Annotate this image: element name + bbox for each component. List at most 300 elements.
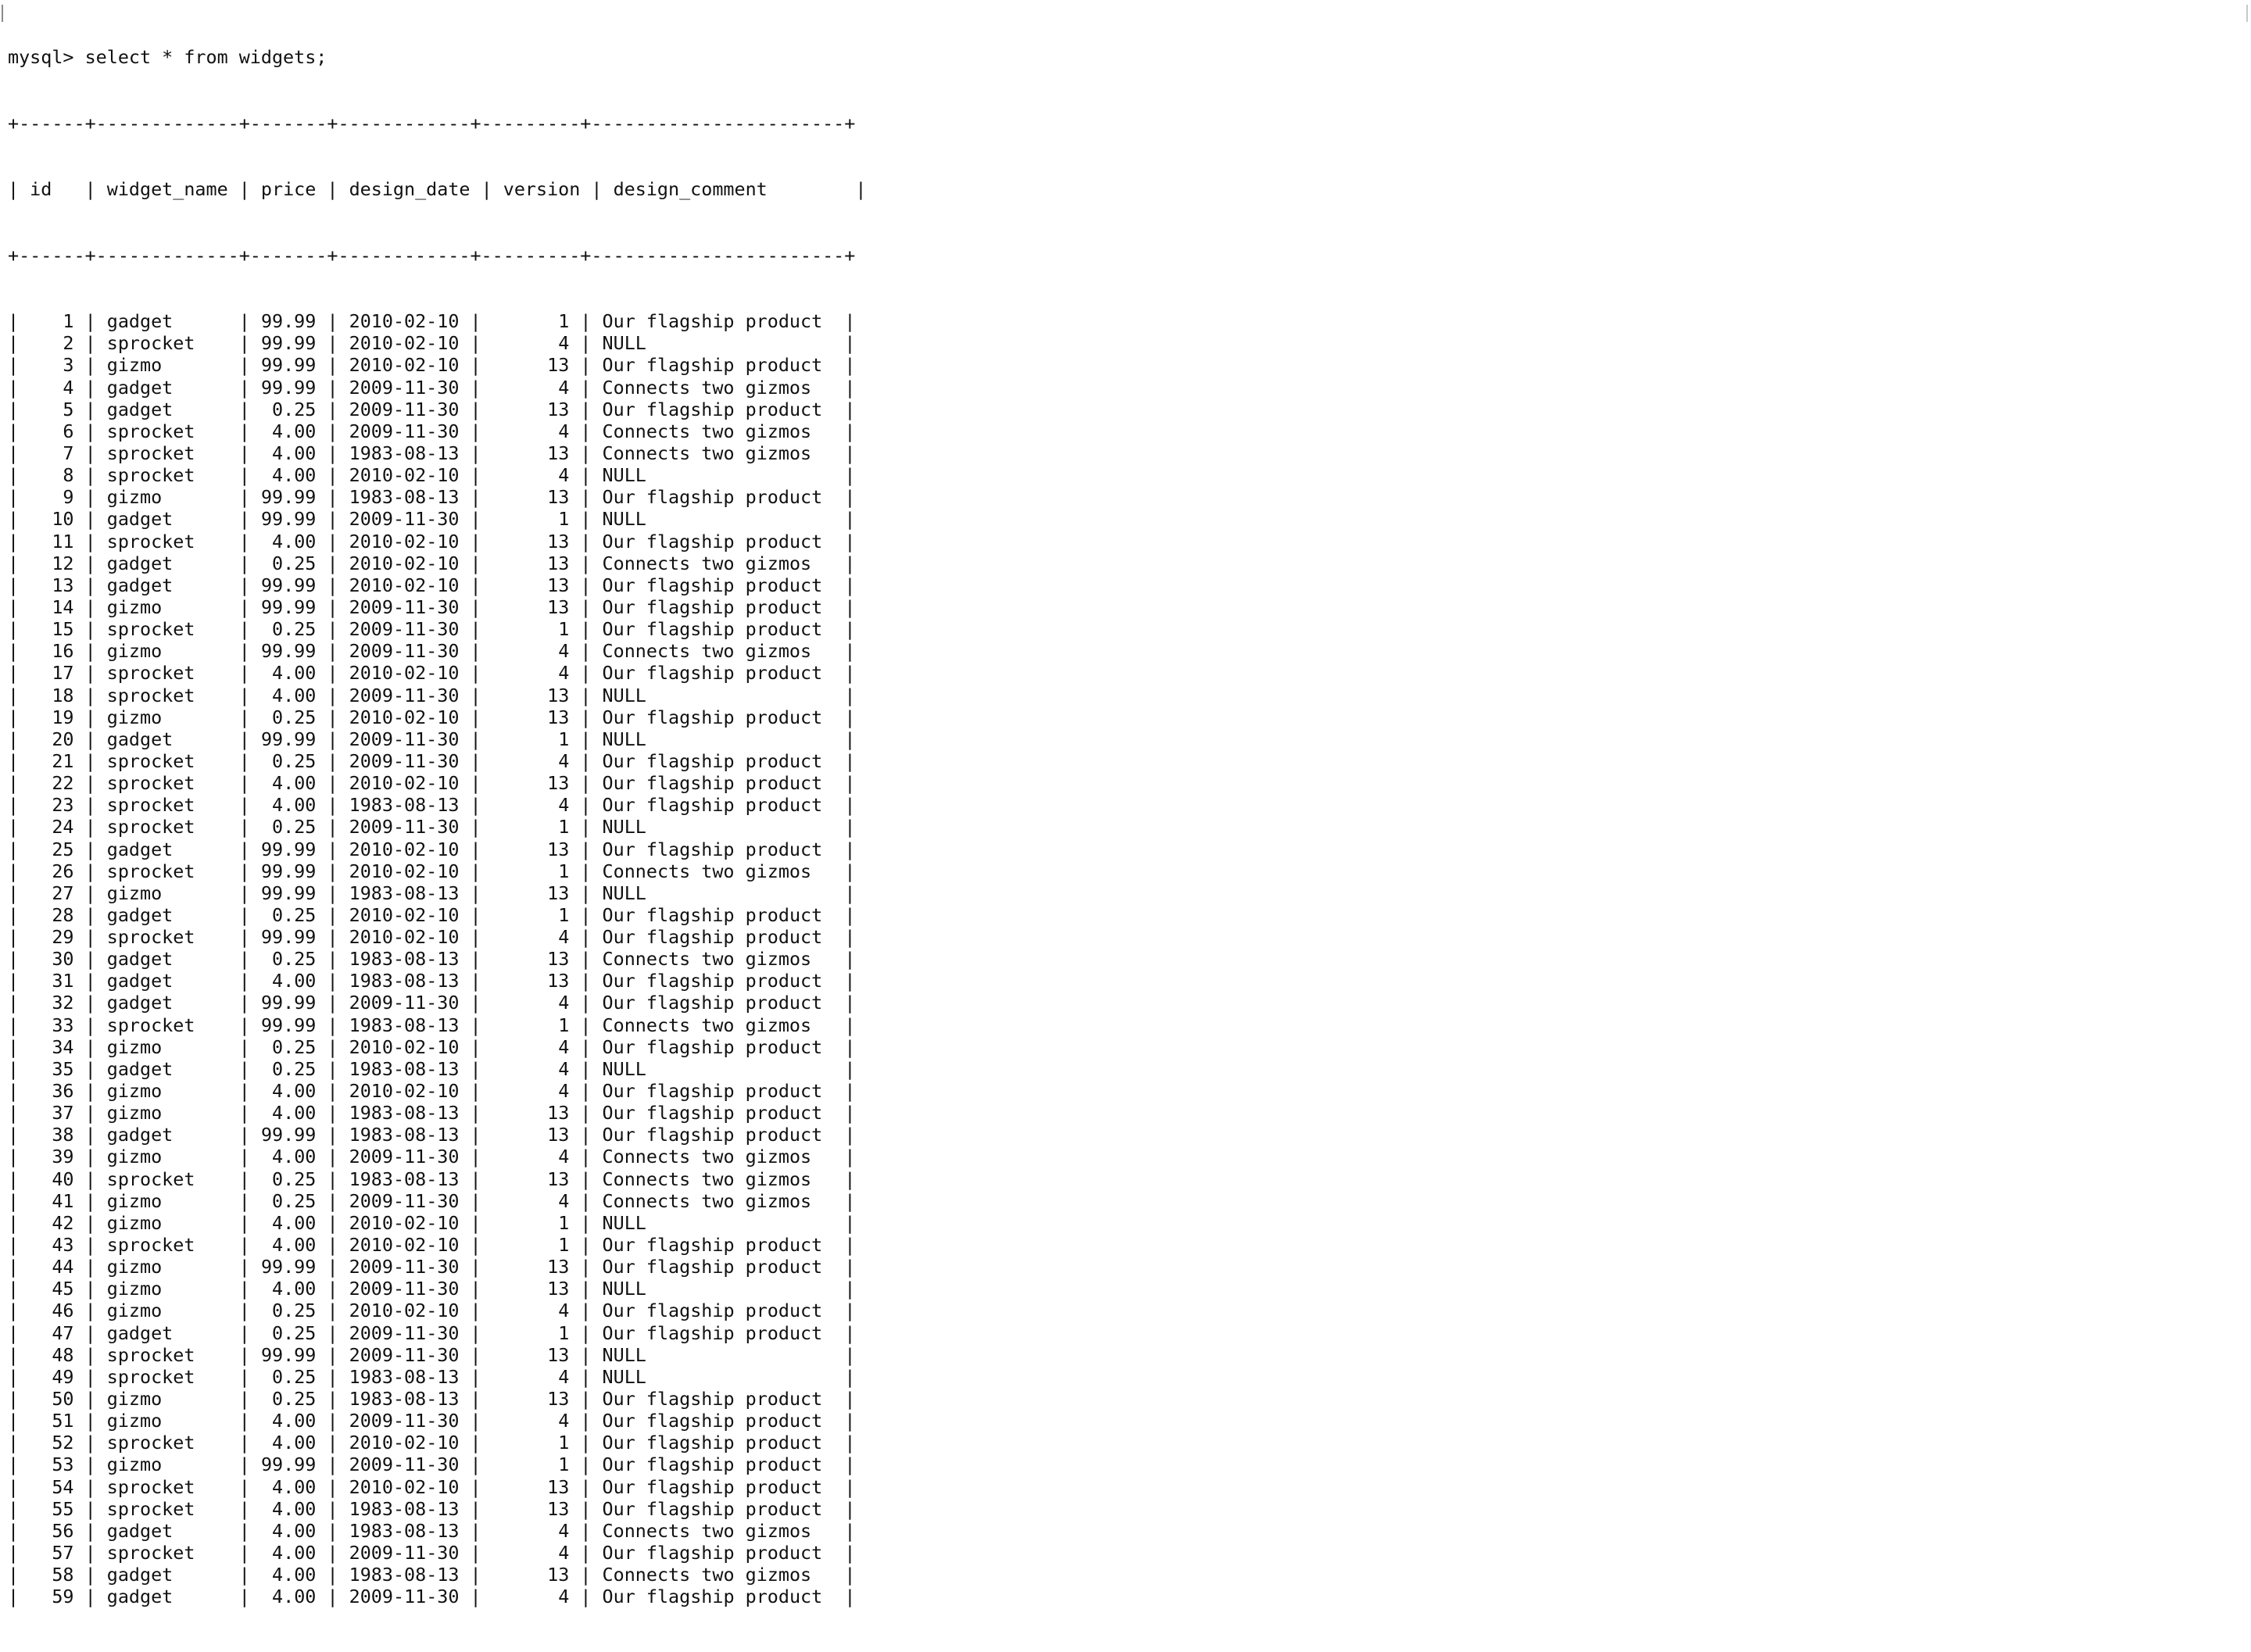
cell-design-comment: Our flagship product xyxy=(602,530,823,552)
cell-design-date: 2009-11-30 xyxy=(349,749,460,772)
cell-design-date: 2009-11-30 xyxy=(349,508,460,531)
cell-design-comment: NULL xyxy=(602,332,646,355)
table-row: | 46 | gizmo | 0.25 | 2010-02-10 | 4 | Our flagship product | xyxy=(8,1300,856,1322)
cell-design-date: 2010-02-10 xyxy=(349,354,460,377)
cell-id: 47 xyxy=(52,1321,74,1344)
cell-id: 16 xyxy=(52,640,74,663)
cell-id: 56 xyxy=(52,1519,74,1542)
table-row: | 33 | sprocket | 99.99 | 1983-08-13 | 1 | Connects two gizmos | xyxy=(8,1014,856,1036)
cell-version: 13 xyxy=(547,706,570,728)
cell-widget-name: sprocket xyxy=(106,332,195,355)
cell-widget-name: gadget xyxy=(106,398,174,420)
cell-design-comment: Our flagship product xyxy=(602,1300,823,1322)
cell-widget-name: gadget xyxy=(106,903,174,926)
cell-id: 57 xyxy=(52,1542,74,1564)
cell-widget-name: gizmo xyxy=(106,1102,163,1125)
table-border-top: +------+-------------+-------+------------+---------+-----------------------+ xyxy=(8,112,856,134)
cell-id: 55 xyxy=(52,1497,74,1520)
cell-widget-name: sprocket xyxy=(106,816,195,839)
cell-id: 23 xyxy=(52,794,74,817)
cell-design-date: 2010-02-10 xyxy=(349,464,460,487)
cell-price: 0.25 xyxy=(272,398,317,420)
cell-id: 1 xyxy=(63,310,74,333)
cell-version: 13 xyxy=(547,398,570,420)
cell-price: 0.25 xyxy=(272,749,317,772)
table-row: | 48 | sprocket | 99.99 | 2009-11-30 | 13 | NULL | xyxy=(8,1343,856,1366)
cell-version: 4 xyxy=(558,1080,570,1103)
cell-price: 0.25 xyxy=(272,1365,317,1388)
cell-design-date: 2010-02-10 xyxy=(349,926,460,949)
cell-widget-name: gizmo xyxy=(106,354,163,377)
table-row: | 19 | gizmo | 0.25 | 2010-02-10 | 13 | Our flagship product | xyxy=(8,706,856,728)
cell-version: 13 xyxy=(547,1475,570,1498)
table-row: | 39 | gizmo | 4.00 | 2009-11-30 | 4 | Connects two gizmos | xyxy=(8,1146,856,1168)
column-header: design_date xyxy=(349,178,471,201)
cell-id: 35 xyxy=(52,1057,74,1080)
table-row: | 13 | gadget | 99.99 | 2010-02-10 | 13 | Our flagship product | xyxy=(8,574,856,596)
table-row: | 44 | gizmo | 99.99 | 2009-11-30 | 13 | Our flagship product | xyxy=(8,1256,856,1278)
cell-version: 4 xyxy=(558,1365,570,1388)
cell-version: 4 xyxy=(558,376,570,399)
cell-id: 12 xyxy=(52,552,74,574)
cell-id: 3 xyxy=(63,354,74,377)
cell-price: 4.00 xyxy=(272,684,317,706)
cell-design-date: 2010-02-10 xyxy=(349,1211,460,1234)
cell-widget-name: sprocket xyxy=(106,1167,195,1190)
cell-widget-name: gizmo xyxy=(106,1454,163,1476)
cell-id: 10 xyxy=(52,508,74,531)
cell-widget-name: gizmo xyxy=(106,1080,163,1103)
cell-widget-name: sprocket xyxy=(106,464,195,487)
cell-design-date: 1983-08-13 xyxy=(349,1564,460,1586)
table-row: | 16 | gizmo | 99.99 | 2009-11-30 | 4 | Connects two gizmos | xyxy=(8,640,856,663)
cell-widget-name: gizmo xyxy=(106,1256,163,1278)
cell-id: 46 xyxy=(52,1300,74,1322)
cell-design-date: 2010-02-10 xyxy=(349,310,460,333)
cell-id: 27 xyxy=(52,881,74,904)
cell-design-date: 2009-11-30 xyxy=(349,618,460,641)
cell-version: 1 xyxy=(558,1014,570,1036)
cell-price: 4.00 xyxy=(272,1542,317,1564)
cell-design-comment: Connects two gizmos xyxy=(602,420,812,442)
table-row: | 26 | sprocket | 99.99 | 2010-02-10 | 1 | Connects two gizmos | xyxy=(8,860,856,882)
cell-version: 4 xyxy=(558,1300,570,1322)
cell-design-date: 2009-11-30 xyxy=(349,1189,460,1212)
cell-version: 1 xyxy=(558,618,570,641)
cell-id: 54 xyxy=(52,1475,74,1498)
cell-price: 4.00 xyxy=(272,794,317,817)
cell-design-date: 2010-02-10 xyxy=(349,1300,460,1322)
cell-design-date: 1983-08-13 xyxy=(349,1057,460,1080)
cell-version: 4 xyxy=(558,1410,570,1432)
table-row: | 45 | gizmo | 4.00 | 2009-11-30 | 13 | NULL | xyxy=(8,1278,856,1300)
cell-design-comment: NULL xyxy=(602,881,646,904)
cell-design-comment: Our flagship product xyxy=(602,706,823,728)
table-row: | 20 | gadget | 99.99 | 2009-11-30 | 1 | NULL | xyxy=(8,728,856,750)
cell-design-date: 2009-11-30 xyxy=(349,640,460,663)
cell-price: 0.25 xyxy=(272,1189,317,1212)
column-header: id xyxy=(30,178,52,201)
cell-version: 13 xyxy=(547,530,570,552)
cell-id: 51 xyxy=(52,1410,74,1432)
cell-design-comment: Connects two gizmos xyxy=(602,1146,812,1168)
cell-price: 0.25 xyxy=(272,816,317,839)
cell-design-comment: Our flagship product xyxy=(602,398,823,420)
cell-version: 13 xyxy=(547,1343,570,1366)
cell-widget-name: sprocket xyxy=(106,1497,195,1520)
command-prompt[interactable]: mysql> select * from widgets; xyxy=(8,46,327,69)
cell-version: 13 xyxy=(547,772,570,795)
table-row: | 17 | sprocket | 4.00 | 2010-02-10 | 4 | Our flagship product | xyxy=(8,662,856,685)
cell-price: 0.25 xyxy=(272,1057,317,1080)
cell-version: 1 xyxy=(558,1234,570,1257)
table-row: | 9 | gizmo | 99.99 | 1983-08-13 | 13 | Our flagship product | xyxy=(8,486,856,509)
cell-design-comment: NULL xyxy=(602,508,646,531)
cell-design-date: 2009-11-30 xyxy=(349,728,460,750)
cell-design-comment: Connects two gizmos xyxy=(602,1189,812,1212)
table-row: | 29 | sprocket | 99.99 | 2010-02-10 | 4 | Our flagship product | xyxy=(8,926,856,949)
cell-design-comment: Our flagship product xyxy=(602,1586,823,1608)
cell-design-comment: Our flagship product xyxy=(602,595,823,618)
cell-design-date: 2010-02-10 xyxy=(349,1080,460,1103)
table-row: | 58 | gadget | 4.00 | 1983-08-13 | 13 | Connects two gizmos | xyxy=(8,1564,856,1586)
cell-design-date: 1983-08-13 xyxy=(349,1519,460,1542)
cell-price: 99.99 xyxy=(260,640,317,663)
cell-id: 22 xyxy=(52,772,74,795)
cell-widget-name: sprocket xyxy=(106,1432,195,1454)
cell-price: 4.00 xyxy=(272,1519,317,1542)
table-row: | 54 | sprocket | 4.00 | 2010-02-10 | 13 | Our flagship product | xyxy=(8,1475,856,1498)
cell-design-comment: Our flagship product xyxy=(602,1542,823,1564)
cell-id: 37 xyxy=(52,1102,74,1125)
cell-price: 99.99 xyxy=(260,728,317,750)
cell-widget-name: sprocket xyxy=(106,530,195,552)
cell-version: 4 xyxy=(558,332,570,355)
cell-price: 0.25 xyxy=(272,1167,317,1190)
table-border-middle: +------+-------------+-------+------------+---------+-----------------------+ xyxy=(8,244,856,266)
table-row: | 49 | sprocket | 0.25 | 1983-08-13 | 4 | NULL | xyxy=(8,1365,856,1388)
cell-design-comment: Our flagship product xyxy=(602,1124,823,1146)
cell-version: 13 xyxy=(547,1497,570,1520)
cell-widget-name: sprocket xyxy=(106,926,195,949)
cell-id: 4 xyxy=(63,376,74,399)
cell-widget-name: gadget xyxy=(106,1519,174,1542)
cell-design-date: 2009-11-30 xyxy=(349,1278,460,1300)
cell-design-comment: Our flagship product xyxy=(602,574,823,596)
cell-id: 6 xyxy=(63,420,74,442)
cell-design-date: 1983-08-13 xyxy=(349,1365,460,1388)
cell-version: 13 xyxy=(547,595,570,618)
cell-design-date: 2010-02-10 xyxy=(349,530,460,552)
table-row: | 32 | gadget | 99.99 | 2009-11-30 | 4 | Our flagship product | xyxy=(8,992,856,1014)
cell-version: 13 xyxy=(547,1564,570,1586)
table-body xyxy=(8,310,866,1607)
cell-id: 28 xyxy=(52,903,74,926)
table-row: | 12 | gadget | 0.25 | 2010-02-10 | 13 | Connects two gizmos | xyxy=(8,552,856,574)
cell-id: 9 xyxy=(63,486,74,509)
cell-price: 99.99 xyxy=(260,838,317,860)
column-header: widget_name xyxy=(106,178,228,201)
cell-version: 4 xyxy=(558,926,570,949)
cell-design-date: 2010-02-10 xyxy=(349,662,460,685)
cell-widget-name: sprocket xyxy=(106,1014,195,1036)
cell-version: 1 xyxy=(558,508,570,531)
column-header: version xyxy=(503,178,581,201)
cell-design-comment: Our flagship product xyxy=(602,970,823,992)
cell-design-comment: Connects two gizmos xyxy=(602,1564,812,1586)
cell-version: 4 xyxy=(558,1189,570,1212)
cell-widget-name: gizmo xyxy=(106,1146,163,1168)
cell-price: 4.00 xyxy=(272,420,317,442)
cell-price: 4.00 xyxy=(272,772,317,795)
table-row: | 15 | sprocket | 0.25 | 2009-11-30 | 1 | Our flagship product | xyxy=(8,618,856,641)
cell-version: 4 xyxy=(558,464,570,487)
cell-price: 99.99 xyxy=(260,486,317,509)
cell-design-comment: Our flagship product xyxy=(602,310,823,333)
cell-design-date: 1983-08-13 xyxy=(349,1014,460,1036)
cell-price: 0.25 xyxy=(272,618,317,641)
cell-price: 0.25 xyxy=(272,948,317,971)
cell-design-date: 2009-11-30 xyxy=(349,1454,460,1476)
cell-price: 99.99 xyxy=(260,310,317,333)
cell-version: 4 xyxy=(558,794,570,817)
cell-widget-name: sprocket xyxy=(106,420,195,442)
cell-widget-name: gadget xyxy=(106,948,174,971)
cell-id: 17 xyxy=(52,662,74,685)
cell-version: 13 xyxy=(547,1124,570,1146)
cell-design-comment: Our flagship product xyxy=(602,794,823,817)
cell-id: 41 xyxy=(52,1189,74,1212)
cell-widget-name: sprocket xyxy=(106,1234,195,1257)
cell-version: 13 xyxy=(547,970,570,992)
cell-design-date: 2010-02-10 xyxy=(349,1234,460,1257)
cell-widget-name: gadget xyxy=(106,1057,174,1080)
table-row: | 57 | sprocket | 4.00 | 2009-11-30 | 4 | Our flagship product | xyxy=(8,1542,856,1564)
cell-price: 0.25 xyxy=(272,1321,317,1344)
cell-version: 1 xyxy=(558,860,570,882)
cell-price: 4.00 xyxy=(272,1278,317,1300)
table-row: | 22 | sprocket | 4.00 | 2010-02-10 | 13 | Our flagship product | xyxy=(8,772,856,795)
table-row: | 40 | sprocket | 0.25 | 1983-08-13 | 13 | Connects two gizmos | xyxy=(8,1167,856,1190)
cell-design-comment: Our flagship product xyxy=(602,749,823,772)
cell-design-date: 1983-08-13 xyxy=(349,794,460,817)
cell-version: 1 xyxy=(558,1321,570,1344)
column-header: price xyxy=(260,178,317,201)
cell-design-date: 1983-08-13 xyxy=(349,970,460,992)
cell-version: 4 xyxy=(558,662,570,685)
cell-widget-name: gadget xyxy=(106,1124,174,1146)
cell-widget-name: sprocket xyxy=(106,1542,195,1564)
cell-id: 38 xyxy=(52,1124,74,1146)
cell-id: 30 xyxy=(52,948,74,971)
cell-price: 4.00 xyxy=(272,464,317,487)
table-row: | 10 | gadget | 99.99 | 2009-11-30 | 1 | NULL | xyxy=(8,508,856,531)
cell-price: 4.00 xyxy=(272,970,317,992)
cell-id: 13 xyxy=(52,574,74,596)
table-row: | 37 | gizmo | 4.00 | 1983-08-13 | 13 | Our flagship product | xyxy=(8,1102,856,1125)
cell-design-date: 2009-11-30 xyxy=(349,376,460,399)
table-row: | 7 | sprocket | 4.00 | 1983-08-13 | 13 | Connects two gizmos | xyxy=(8,442,856,464)
cell-design-comment: Connects two gizmos xyxy=(602,1519,812,1542)
cell-widget-name: gadget xyxy=(106,992,174,1014)
table-row: | 27 | gizmo | 99.99 | 1983-08-13 | 13 | NULL | xyxy=(8,881,856,904)
cell-price: 4.00 xyxy=(272,1497,317,1520)
table-row: | 38 | gadget | 99.99 | 1983-08-13 | 13 | Our flagship product | xyxy=(8,1124,856,1146)
cell-widget-name: gadget xyxy=(106,838,174,860)
cell-version: 13 xyxy=(547,1256,570,1278)
cell-design-date: 1983-08-13 xyxy=(349,1167,460,1190)
table-row: | 23 | sprocket | 4.00 | 1983-08-13 | 4 | Our flagship product | xyxy=(8,794,856,817)
cell-design-date: 2009-11-30 xyxy=(349,595,460,618)
cell-version: 1 xyxy=(558,816,570,839)
cell-widget-name: sprocket xyxy=(106,1343,195,1366)
cell-version: 1 xyxy=(558,310,570,333)
cell-widget-name: gadget xyxy=(106,1564,174,1586)
table-row: | 36 | gizmo | 4.00 | 2010-02-10 | 4 | Our flagship product | xyxy=(8,1080,856,1103)
cell-id: 49 xyxy=(52,1365,74,1388)
cell-price: 99.99 xyxy=(260,926,317,949)
cell-id: 45 xyxy=(52,1278,74,1300)
table-row: | 6 | sprocket | 4.00 | 2009-11-30 | 4 | Connects two gizmos | xyxy=(8,420,856,442)
cell-design-comment: Connects two gizmos xyxy=(602,1014,812,1036)
table-row: | 24 | sprocket | 0.25 | 2009-11-30 | 1 | NULL | xyxy=(8,816,856,839)
cell-id: 2 xyxy=(63,332,74,355)
cell-design-comment: Our flagship product xyxy=(602,1497,823,1520)
cell-price: 4.00 xyxy=(272,1080,317,1103)
cell-widget-name: gizmo xyxy=(106,706,163,728)
cell-version: 1 xyxy=(558,903,570,926)
cell-version: 4 xyxy=(558,749,570,772)
cell-price: 99.99 xyxy=(260,1343,317,1366)
cell-id: 29 xyxy=(52,926,74,949)
cell-design-comment: Our flagship product xyxy=(602,1454,823,1476)
cell-widget-name: sprocket xyxy=(106,772,195,795)
cell-design-date: 1983-08-13 xyxy=(349,1497,460,1520)
table-row: | 2 | sprocket | 99.99 | 2010-02-10 | 4 | NULL | xyxy=(8,332,856,355)
table-row: | 43 | sprocket | 4.00 | 2010-02-10 | 1 | Our flagship product | xyxy=(8,1234,856,1257)
cell-version: 13 xyxy=(547,881,570,904)
cell-id: 21 xyxy=(52,749,74,772)
cell-price: 4.00 xyxy=(272,1432,317,1454)
cell-id: 44 xyxy=(52,1256,74,1278)
cell-design-comment: Our flagship product xyxy=(602,1410,823,1432)
cell-price: 0.25 xyxy=(272,1035,317,1058)
cell-design-comment: Connects two gizmos xyxy=(602,1167,812,1190)
cell-price: 4.00 xyxy=(272,1410,317,1432)
cell-widget-name: sprocket xyxy=(106,794,195,817)
cell-design-comment: Our flagship product xyxy=(602,618,823,641)
cell-price: 4.00 xyxy=(272,662,317,685)
cell-design-date: 2010-02-10 xyxy=(349,838,460,860)
cell-widget-name: gizmo xyxy=(106,1410,163,1432)
cell-design-comment: Our flagship product xyxy=(602,1102,823,1125)
table-row: | 35 | gadget | 0.25 | 1983-08-13 | 4 | NULL | xyxy=(8,1057,856,1080)
cell-version: 13 xyxy=(547,1102,570,1125)
cell-version: 1 xyxy=(558,728,570,750)
cell-id: 15 xyxy=(52,618,74,641)
cell-design-comment: Connects two gizmos xyxy=(602,552,812,574)
table-row: | 34 | gizmo | 0.25 | 2010-02-10 | 4 | Our flagship product | xyxy=(8,1035,856,1058)
cell-design-date: 1983-08-13 xyxy=(349,442,460,464)
cell-design-date: 2010-02-10 xyxy=(349,332,460,355)
cell-design-date: 2009-11-30 xyxy=(349,1343,460,1366)
cell-version: 13 xyxy=(547,1167,570,1190)
cell-design-comment: Our flagship product xyxy=(602,1321,823,1344)
cell-id: 59 xyxy=(52,1586,74,1608)
scroll-marker[interactable] xyxy=(2246,5,2248,22)
cell-id: 7 xyxy=(63,442,74,464)
cell-widget-name: gadget xyxy=(106,970,174,992)
table-row: | 51 | gizmo | 4.00 | 2009-11-30 | 4 | Our flagship product | xyxy=(8,1410,856,1432)
table-row: | 25 | gadget | 99.99 | 2010-02-10 | 13 | Our flagship product | xyxy=(8,838,856,860)
cell-design-comment: Connects two gizmos xyxy=(602,860,812,882)
cell-design-date: 2010-02-10 xyxy=(349,860,460,882)
cell-id: 8 xyxy=(63,464,74,487)
cell-widget-name: sprocket xyxy=(106,1365,195,1388)
table-row: | 1 | gadget | 99.99 | 2010-02-10 | 1 | Our flagship product | xyxy=(8,310,856,333)
cell-design-comment: Our flagship product xyxy=(602,838,823,860)
cell-design-date: 2009-11-30 xyxy=(349,1542,460,1564)
cell-widget-name: gizmo xyxy=(106,1300,163,1322)
cell-price: 0.25 xyxy=(272,903,317,926)
table-row: | 55 | sprocket | 4.00 | 1983-08-13 | 13 | Our flagship product | xyxy=(8,1497,856,1520)
table-row: | 41 | gizmo | 0.25 | 2009-11-30 | 4 | Connects two gizmos | xyxy=(8,1189,856,1212)
cell-widget-name: gizmo xyxy=(106,881,163,904)
cell-version: 13 xyxy=(547,1388,570,1411)
cell-id: 5 xyxy=(63,398,74,420)
cell-widget-name: gadget xyxy=(106,1321,174,1344)
cell-design-date: 1983-08-13 xyxy=(349,1124,460,1146)
cell-design-date: 2010-02-10 xyxy=(349,1035,460,1058)
cell-design-comment: NULL xyxy=(602,464,646,487)
cell-id: 14 xyxy=(52,595,74,618)
cell-id: 11 xyxy=(52,530,74,552)
cell-id: 39 xyxy=(52,1146,74,1168)
line-marker xyxy=(2,5,3,22)
cell-version: 13 xyxy=(547,838,570,860)
table-row: | 11 | sprocket | 4.00 | 2010-02-10 | 13 | Our flagship product | xyxy=(8,530,856,552)
table-row: | 3 | gizmo | 99.99 | 2010-02-10 | 13 | Our flagship product | xyxy=(8,354,856,377)
cell-widget-name: gizmo xyxy=(106,1189,163,1212)
table-row: | 31 | gadget | 4.00 | 1983-08-13 | 13 | Our flagship product | xyxy=(8,970,856,992)
cell-id: 48 xyxy=(52,1343,74,1366)
cell-version: 13 xyxy=(547,486,570,509)
cell-price: 99.99 xyxy=(260,595,317,618)
cell-price: 0.25 xyxy=(272,1388,317,1411)
cell-design-comment: NULL xyxy=(602,728,646,750)
cell-widget-name: sprocket xyxy=(106,1475,195,1498)
cell-id: 40 xyxy=(52,1167,74,1190)
cell-design-comment: Our flagship product xyxy=(602,903,823,926)
cell-price: 99.99 xyxy=(260,1124,317,1146)
cell-price: 0.25 xyxy=(272,552,317,574)
table-row: | 18 | sprocket | 4.00 | 2009-11-30 | 13 | NULL | xyxy=(8,684,856,706)
cell-design-comment: NULL xyxy=(602,816,646,839)
cell-widget-name: gizmo xyxy=(106,595,163,618)
cell-design-comment: Our flagship product xyxy=(602,1388,823,1411)
cell-widget-name: sprocket xyxy=(106,684,195,706)
cell-widget-name: sprocket xyxy=(106,662,195,685)
cell-version: 13 xyxy=(547,1278,570,1300)
cell-price: 99.99 xyxy=(260,992,317,1014)
cell-widget-name: gizmo xyxy=(106,1211,163,1234)
cell-design-date: 2009-11-30 xyxy=(349,420,460,442)
cell-version: 13 xyxy=(547,948,570,971)
table-row: | 59 | gadget | 4.00 | 2009-11-30 | 4 | Our flagship product | xyxy=(8,1586,856,1608)
cell-id: 32 xyxy=(52,992,74,1014)
cell-version: 4 xyxy=(558,1586,570,1608)
cell-price: 99.99 xyxy=(260,354,317,377)
